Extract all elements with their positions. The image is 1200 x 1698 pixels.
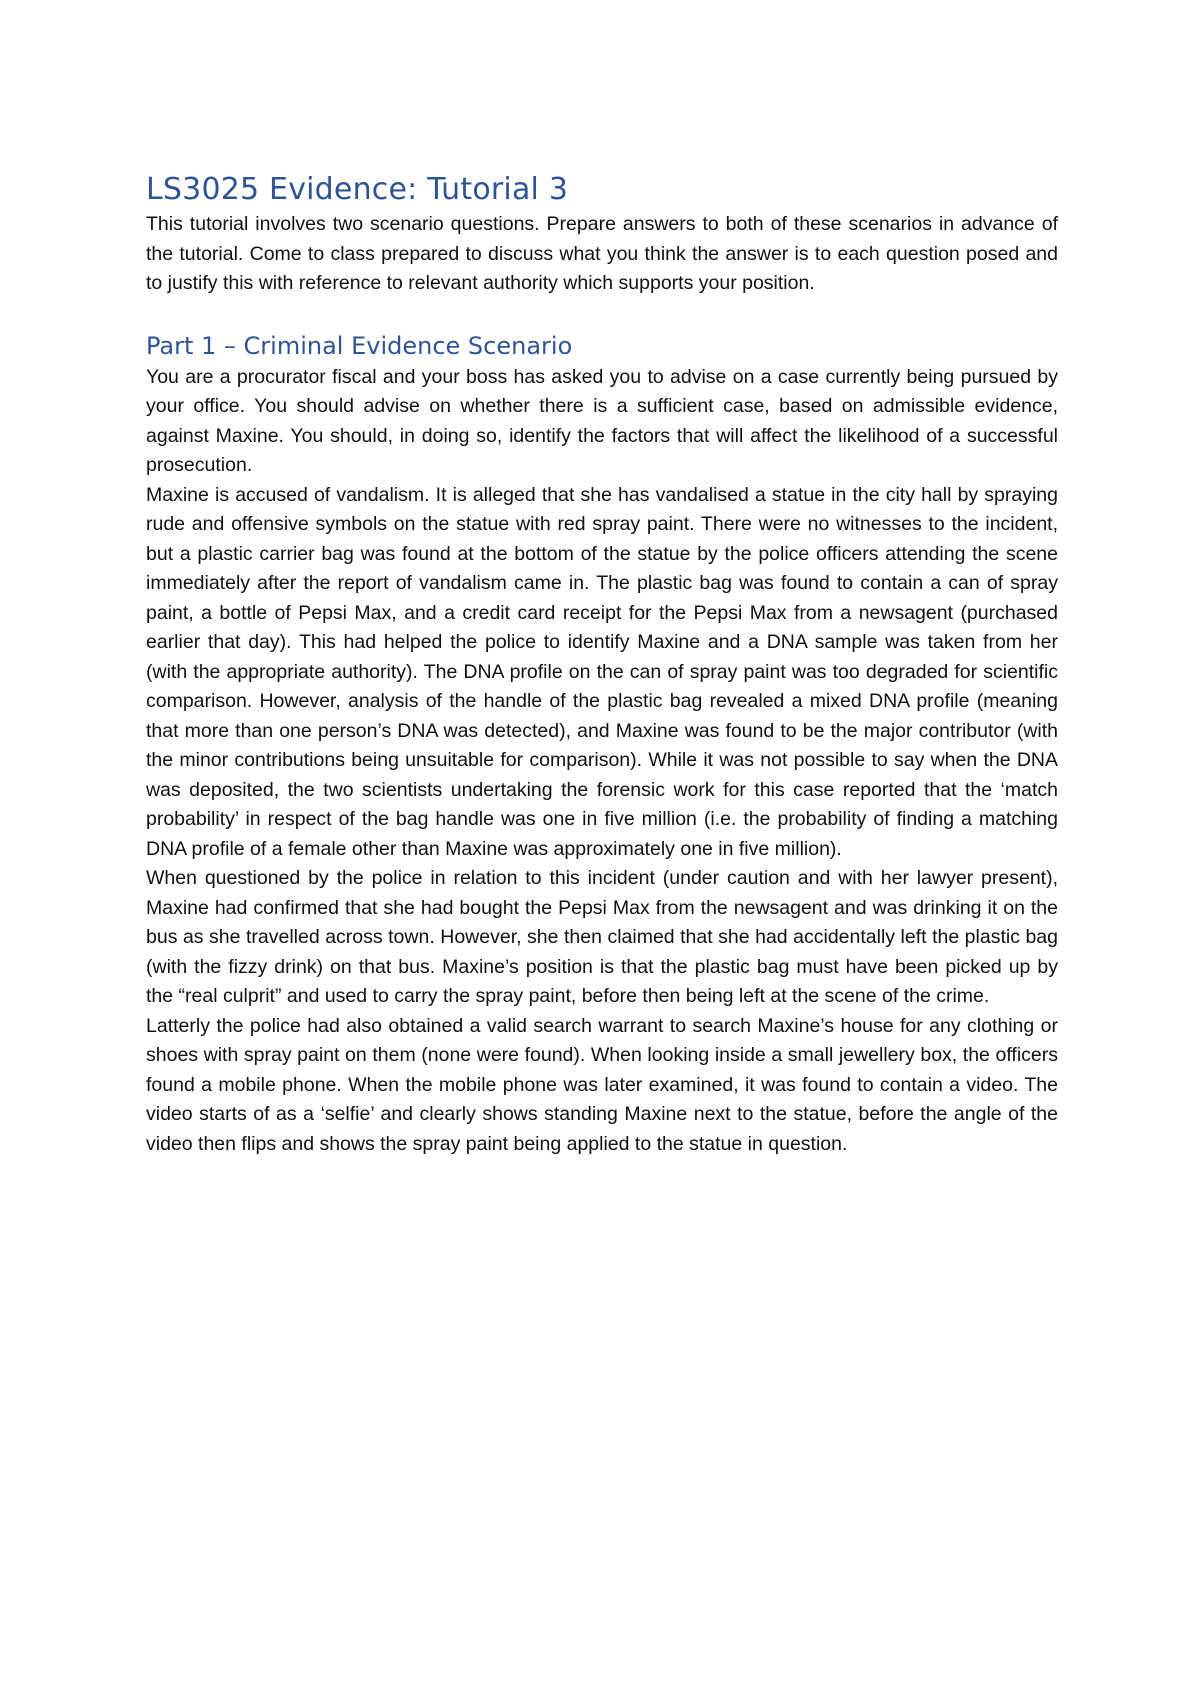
part1-paragraph-search: Latterly the police had also obtained a valid search warrant to search Maxine’s house for any clothing or shoes with spray paint on them (none were found). When looking inside a small jewellery box, the officers found a mobile phone. When the mobile phone was later examined, it was found to contain a video. The video starts of as a ‘selfie’ and clearly shows standing Maxine next to the statue, before the angle of the video then flips and shows the spray paint being applied to the statue in question. bbox=[146, 1014, 1058, 1155]
document-content bbox=[146, 170, 1058, 1159]
part1-paragraph-facts: Maxine is accused of vandalism. It is alleged that she has vandalised a statue in the city hall by spraying rude and offensive symbols on the statue with red spray paint. There were no witnesses to the incident, but a plastic carrier bag was found at the bottom of the statue by the police officers attending the scene immediately after the report of vandalism came in. The plastic bag was found to contain a can of spray paint, a bottle of Pepsi Max, and a credit card receipt for the Pepsi Max from a newsagent (purchased earlier that day). This had helped the police to identify Maxine and a DNA sample was taken from her (with the appropriate authority). The DNA profile on the can of spray paint was too degraded for scientific comparison. However, analysis of the handle of the plastic bag revealed a mixed DNA profile (meaning that more than one person’s DNA was detected), and Maxine was found to be the major contributor (with the minor contributions being unsuitable for comparison). While it was not possible to say when the DNA was deposited, the two scientists undertaking the forensic work for this case reported that the ‘match probability’ in respect of the bag handle was one in five million (i.e. the probability of finding a matching DNA profile of a female other than Maxine was approximately one in five million). bbox=[146, 483, 1058, 860]
intro-paragraph: This tutorial involves two scenario questions. Prepare answers to both of these scenarios in advance of the tutorial. Come to class prepared to discuss what you think the answer is to each question posed and to justify this with reference to relevant authority which supports your position. bbox=[146, 213, 1058, 294]
part1-paragraph-interview: When questioned by the police in relation to this incident (under caution and with her lawyer present), Maxine had confirmed that she had bought the Pepsi Max from the newsagent and was drinking it on the bus as she travelled across town. However, she then claimed that she had accidentally left the plastic bag (with the fizzy drink) on that bus. Maxine’s position is that the plastic bag must have been picked up by the “real culprit” and used to carry the spray paint, before then being left at the scene of the crime. bbox=[146, 867, 1058, 1007]
part1-heading: Part 1 – Criminal Evidence Scenario bbox=[146, 331, 573, 360]
part1-paragraph-task: You are a procurator fiscal and your boss has asked you to advise on a case currently being pursued by your office. You should advise on whether there is a sufficient case, based on admissible evidence, against Maxine. You should, in doing so, identify the factors that will affect the likelihood of a successful prosecution. bbox=[146, 365, 1058, 476]
document-title: LS3025 Evidence: Tutorial 3 bbox=[146, 172, 569, 207]
